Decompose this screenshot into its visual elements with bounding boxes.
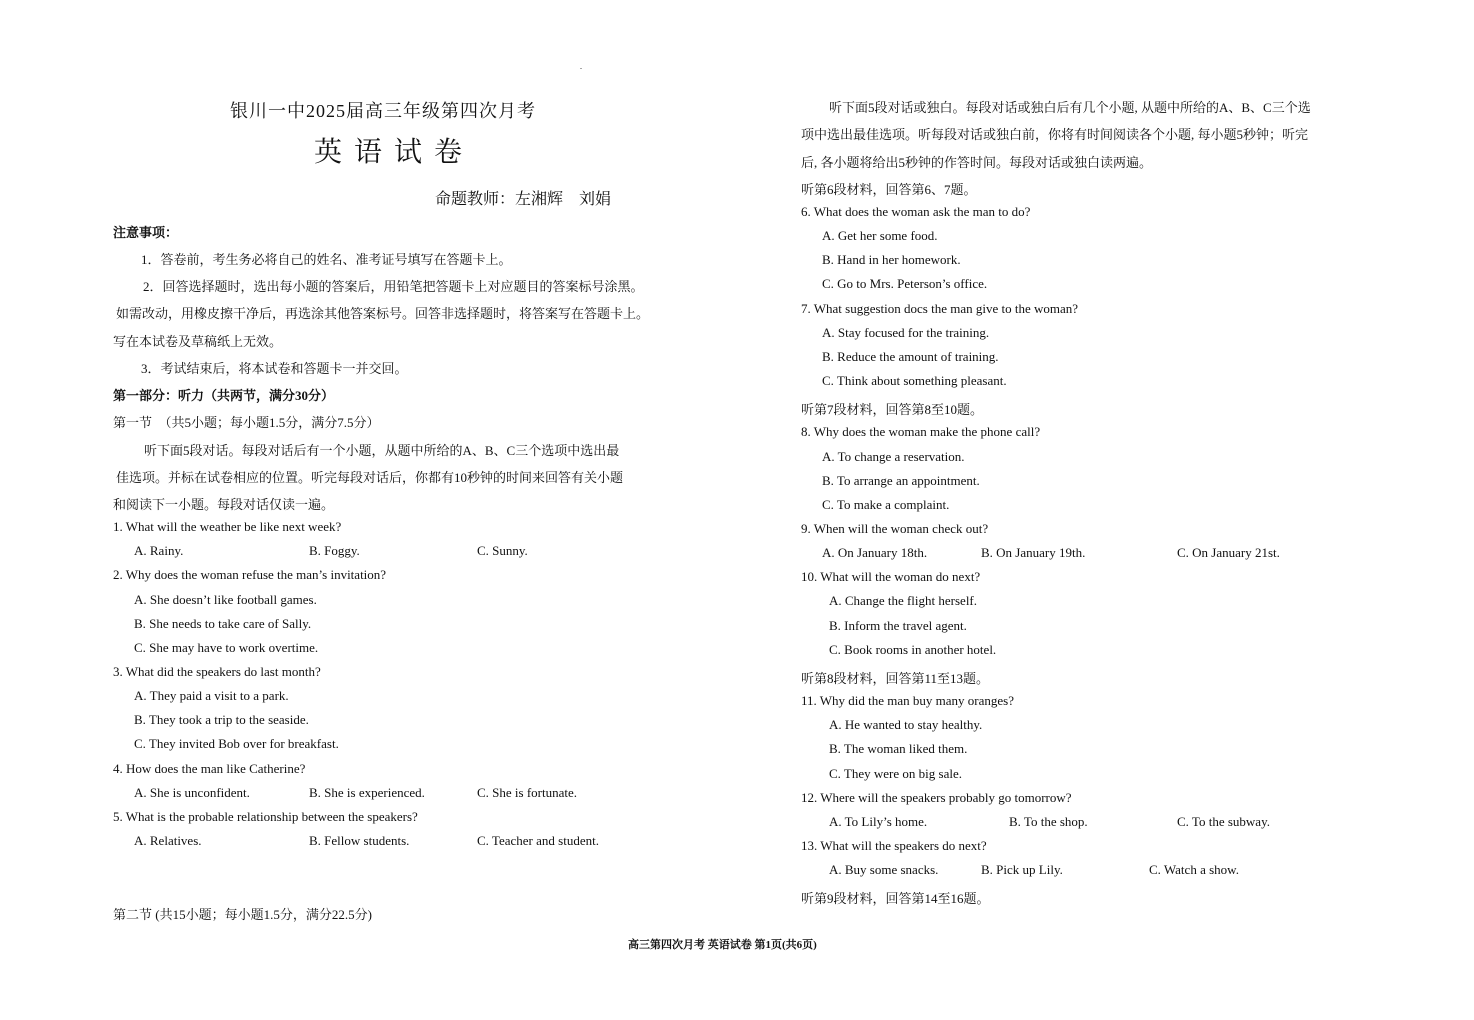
question-6: 6. What does the woman ask the man to do? — [801, 204, 1031, 219]
q7-option-c: C. Think about something pleasant. — [822, 373, 1007, 388]
question-1: 1. What will the weather be like next week? — [113, 519, 342, 534]
material-9-instruction: 听第9段材料，回答第14至16题。 — [801, 891, 990, 906]
section2-heading: 第二节 (共15小题；每小题1.5分，满分22.5分) — [113, 907, 372, 922]
q4-option-a: A. She is unconfident. — [134, 785, 250, 800]
q1-option-c: C. Sunny. — [477, 543, 528, 558]
q8-option-a: A. To change a reservation. — [822, 449, 965, 464]
question-8: 8. Why does the woman make the phone call? — [801, 424, 1041, 439]
notes-heading: 注意事项： — [113, 225, 179, 240]
q11-option-c: C. They were on big sale. — [829, 766, 962, 781]
q3-option-b: B. They took a trip to the seaside. — [134, 712, 309, 727]
q9-option-b: B. On January 19th. — [981, 545, 1086, 560]
section1-heading: 第一节 （共5小题；每小题1.5分，满分7.5分） — [113, 415, 380, 430]
question-10: 10. What will the woman do next? — [801, 569, 981, 584]
q11-option-b: B. The woman liked them. — [829, 741, 968, 756]
question-11: 11. Why did the man buy many oranges? — [801, 693, 1015, 708]
section2-intro-a: 听下面5段对话或独白。每段对话或独白后有几个小题, 从题中所给的A、B、C三个选 — [829, 100, 1311, 115]
section1-intro-a: 听下面5段对话。每段对话后有一个小题，从题中所给的A、B、C三个选项中选出最 — [144, 443, 620, 458]
q7-option-a: A. Stay focused for the training. — [822, 325, 990, 340]
q1-option-a: A. Rainy. — [134, 543, 184, 558]
q8-option-b: B. To arrange an appointment. — [822, 473, 980, 488]
q4-option-b: B. She is experienced. — [309, 785, 425, 800]
q10-option-b: B. Inform the travel agent. — [829, 618, 967, 633]
section1-intro-b: 佳选项。并标在试卷相应的位置。听完每段对话后，你都有10秒钟的时间来回答有关小题 — [116, 470, 624, 485]
material-6-instruction: 听第6段材料，回答第6、7题。 — [801, 182, 977, 197]
q6-option-c: C. Go to Mrs. Peterson’s office. — [822, 276, 988, 291]
q5-option-b: B. Fellow students. — [309, 833, 410, 848]
exam-title: 银川一中2025届高三年级第四次月考 — [230, 101, 536, 121]
note-2c: 写在本试卷及草稿纸上无效。 — [113, 334, 283, 349]
section2-intro-b: 项中选出最佳选项。听每段对话或独白前，你将有时间阅读各个小题, 每小题5秒钟；听完 — [801, 127, 1309, 142]
q3-option-a: A. They paid a visit to a park. — [134, 688, 289, 703]
question-7: 7. What suggestion docs the man give to the woman? — [801, 301, 1079, 316]
exam-subject-title: 英语试卷 — [314, 137, 475, 168]
question-9: 9. When will the woman check out? — [801, 521, 989, 536]
q12-option-b: B. To the shop. — [1009, 814, 1088, 829]
q9-option-c: C. On January 21st. — [1177, 545, 1280, 560]
q9-option-a: A. On January 18th. — [822, 545, 928, 560]
page-footer: 高三第四次月考 英语试卷 第1页(共6页) — [628, 939, 817, 951]
q3-option-c: C. They invited Bob over for breakfast. — [134, 736, 339, 751]
q12-option-a: A. To Lily’s home. — [829, 814, 928, 829]
q13-option-c: C. Watch a show. — [1149, 862, 1239, 877]
note-1: 1．答卷前，考生务必将自己的姓名、准考证号填写在答题卡上。 — [141, 252, 512, 267]
q11-option-a: A. He wanted to stay healthy. — [829, 717, 983, 732]
question-13: 13. What will the speakers do next? — [801, 838, 987, 853]
q10-option-c: C. Book rooms in another hotel. — [829, 642, 997, 657]
q1-option-b: B. Foggy. — [309, 543, 360, 558]
material-7-instruction: 听第7段材料，回答第8至10题。 — [801, 402, 984, 417]
q2-option-b: B. She needs to take care of Sally. — [134, 616, 312, 631]
section1-intro-c: 和阅读下一小题。每段对话仅读一遍。 — [113, 497, 335, 512]
q13-option-b: B. Pick up Lily. — [981, 862, 1063, 877]
part1-heading: 第一部分：听力（共两节，满分30分） — [113, 388, 335, 403]
q13-option-a: A. Buy some snacks. — [829, 862, 939, 877]
q4-option-c: C. She is fortunate. — [477, 785, 578, 800]
q6-option-a: A. Get her some food. — [822, 228, 938, 243]
section2-intro-c: 后, 各小题将给出5秒钟的作答时间。每段对话或独白读两遍。 — [801, 155, 1153, 170]
question-12: 12. Where will the speakers probably go tomorrow? — [801, 790, 1072, 805]
q5-option-a: A. Relatives. — [134, 833, 202, 848]
question-2: 2. Why does the woman refuse the man’s invitation? — [113, 567, 387, 582]
question-5: 5. What is the probable relationship between the speakers? — [113, 809, 418, 824]
note-2b: 如需改动，用橡皮擦干净后，再选涂其他答案标号。回答非选择题时，将答案写在答题卡上。 — [116, 306, 650, 321]
material-8-instruction: 听第8段材料，回答第11至13题。 — [801, 671, 990, 686]
note-3: 3．考试结束后，将本试卷和答题卡一并交回。 — [141, 361, 408, 376]
q2-option-a: A. She doesn’t like football games. — [134, 592, 317, 607]
question-4: 4. How does the man like Catherine? — [113, 761, 306, 776]
q8-option-c: C. To make a complaint. — [822, 497, 950, 512]
q7-option-b: B. Reduce the amount of training. — [822, 349, 999, 364]
exam-teacher: 命题教师：左湘辉 刘娟 — [435, 191, 612, 208]
note-2a: 2．回答选择题时，选出每小题的答案后，用铅笔把答题卡上对应题目的答案标号涂黑。 — [143, 279, 644, 294]
q2-option-c: C. She may have to work overtime. — [134, 640, 319, 655]
question-3: 3. What did the speakers do last month? — [113, 664, 321, 679]
q12-option-c: C. To the subway. — [1177, 814, 1270, 829]
q5-option-c: C. Teacher and student. — [477, 833, 599, 848]
q10-option-a: A. Change the flight herself. — [829, 593, 978, 608]
top-dot: . — [580, 62, 582, 71]
q6-option-b: B. Hand in her homework. — [822, 252, 961, 267]
